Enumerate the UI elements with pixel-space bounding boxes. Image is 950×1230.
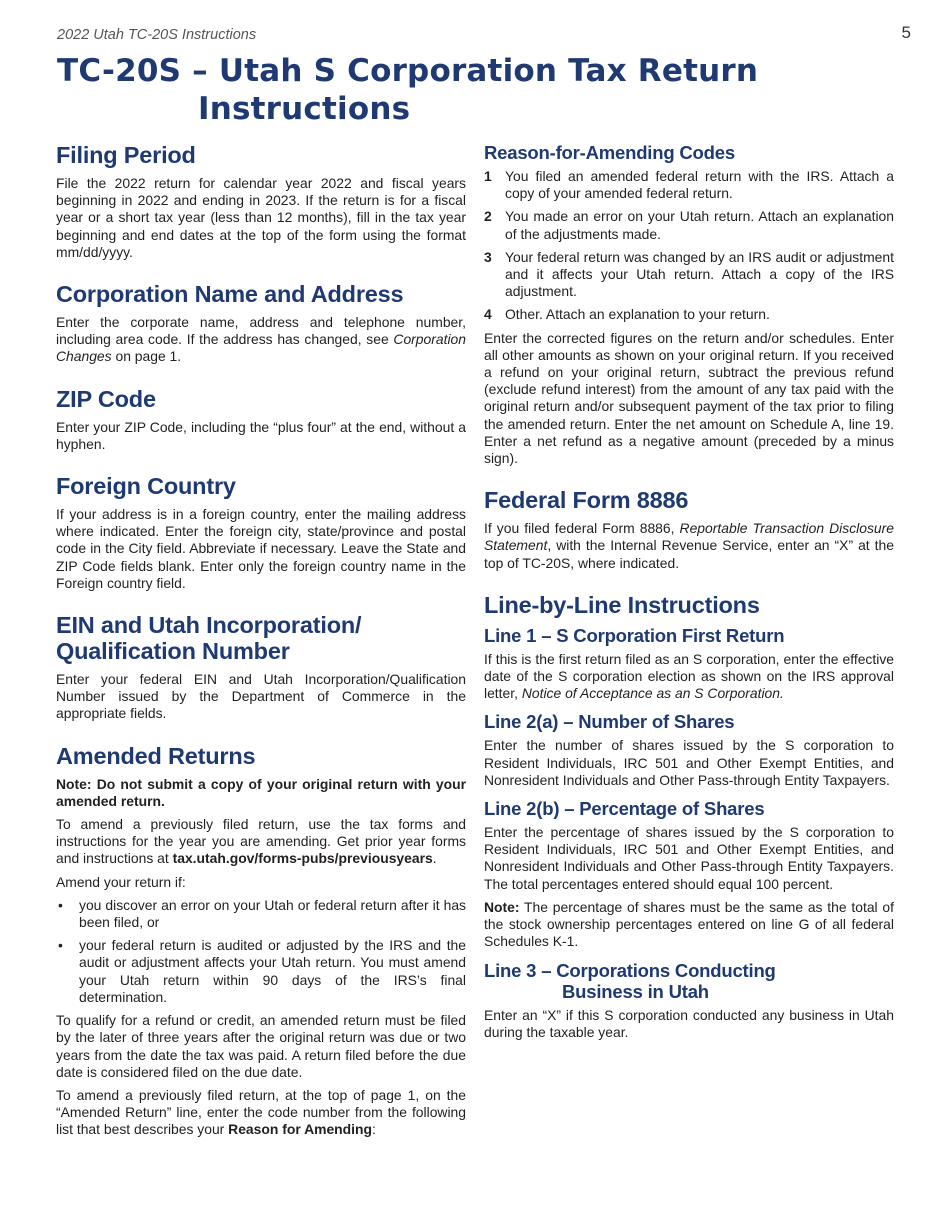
page-title	[57, 52, 897, 128]
heading-line-2a: Line 2(a) – Number of Shares	[484, 711, 735, 733]
previous-years-link[interactable]: tax.utah.gov/forms-pubs/previousyears	[172, 850, 433, 867]
list-item: • your federal return is audited or adjusted by the IRS and the audit or adjustment affects your Utah return. You must amend your Utah return within 90 days of the IRS’s final determination.	[56, 937, 466, 1006]
text-span: :	[371, 1121, 376, 1138]
form-8886-title: Reportable Transaction Disclosure Statement	[484, 520, 894, 554]
amend-reasons-list	[56, 897, 466, 1006]
code-description: Your federal return was changed by an IRS audit or adjustment and it affects your Utah return. Attach a copy of the IRS adjustment.	[505, 248, 894, 300]
heading-line-3	[484, 960, 894, 1002]
text-span: If you filed federal Form 8886,	[484, 520, 680, 537]
code-number: 3	[484, 248, 492, 265]
code-description: You filed an amended federal return with the IRS. Attach a copy of your amended federal return.	[505, 168, 894, 202]
heading-zip-code: ZIP Code	[56, 385, 156, 412]
section-zip-code	[56, 386, 466, 453]
reason-for-amending-bold: Reason for Amending	[228, 1121, 372, 1138]
zip-code-text: Enter your ZIP Code, including the “plus four” at the end, without a hyphen.	[56, 418, 466, 452]
amended-p2: Amend your return if:	[56, 873, 186, 890]
corporation-changes-ref: Corporation Changes	[56, 331, 466, 365]
text-span: If this is the first return filed as an S corporation, enter the effective date of the S corporation election as shown on the IRS approval letter,	[484, 650, 894, 702]
heading-line-1: Line 1 – S Corporation First Return	[484, 624, 785, 646]
amended-p4	[56, 1087, 466, 1139]
foreign-country-text: If your address is in a foreign country, enter the mailing address where indicated. Enter the foreign city, state/province and postal code in the City field. Abbreviate if necessary. Leave the State and ZIP Code fields blank. Enter only the foreign country name in the Foreign country field.	[56, 506, 466, 591]
form-8886-text	[484, 520, 894, 572]
line-2a-text: Enter the number of shares issued by the S corporation to Resident Individuals, IRC 501 and Other Exempt Entities, and Nonresident Individuals and Other Pass-through Entity Taxpayers.	[484, 737, 894, 788]
text-span: To amend a previously filed return, use the tax forms and instructions for the year you are amending. Get prior year forms and instructions at	[56, 816, 466, 867]
line-1-text	[484, 651, 894, 703]
section-foreign-country	[56, 473, 466, 592]
text-span: The percentage of shares must be the same as the total of the stock ownership percentages entered on line G of all federal Schedules K-1.	[484, 898, 894, 950]
filing-period-text: File the 2022 return for calendar year 2022 and fiscal years beginning in 2022 and ending in 2023. If the return is for a fiscal year or a short tax year (less than 12 months), fill in the tax year beginning and end dates at the top of the form using the format mm/dd/yyyy.	[56, 175, 466, 260]
page-number: 5	[901, 23, 911, 42]
heading-line-by-line: Line-by-Line Instructions	[484, 591, 760, 618]
section-line-by-line	[484, 592, 894, 1041]
list-item	[484, 306, 894, 323]
heading-line-2b: Line 2(b) – Percentage of Shares	[484, 798, 765, 820]
heading-filing-period: Filing Period	[56, 142, 196, 168]
ein-text: Enter your federal EIN and Utah Incorporation/Qualification Number issued by the Department of Commerce in the appropriate fields.	[56, 671, 466, 722]
note-label: Note:	[484, 898, 520, 915]
code-description: You made an error on your Utah return. Attach an explanation of the adjustments made.	[505, 208, 894, 242]
title-line-2: Instructions	[198, 91, 411, 127]
running-header: 2022 Utah TC-20S Instructions	[57, 27, 257, 43]
section-ein	[56, 612, 466, 723]
text-span: To amend a previously filed return, at the top of page 1, on the “Amended Return” line, enter the code number from the following list that best describes your	[56, 1086, 466, 1138]
code-number: 4	[484, 306, 492, 323]
section-amended-returns	[56, 743, 466, 1139]
section-corporation-name	[56, 281, 466, 366]
amended-p1	[56, 816, 466, 868]
text-span: .	[432, 850, 437, 867]
heading-line-3-part-b: Business in Utah	[562, 980, 709, 1002]
heading-form-8886: Federal Form 8886	[484, 487, 689, 514]
notice-of-acceptance: Notice of Acceptance as an S Corporation.	[521, 685, 784, 702]
amended-p3: To qualify for a refund or credit, an amended return must be filed by the later of three years after the original return was due or two years from the date the tax was paid. A return filed before the due date is considered filed on the due date.	[56, 1012, 466, 1080]
code-number: 2	[484, 208, 492, 225]
code-number: 1	[484, 168, 492, 184]
list-item	[484, 208, 894, 242]
heading-ein	[56, 612, 466, 664]
code-description: Other. Attach an explanation to your return.	[505, 306, 770, 323]
list-item: • you discover an error on your Utah or federal return after it has been filed, or	[56, 897, 466, 931]
section-amending-codes	[484, 142, 894, 467]
section-form-8886	[484, 487, 894, 572]
amending-codes-after: Enter the corrected figures on the return and/or schedules. Enter all other amounts as shown on your original return. If you received a refund on your original return, subtract the previous refund (exclude refund interest) from the amount of any tax paid with the original return and/or subsequent payment of the tax prior to filing the amended return. Enter the net amount on Schedule A, line 19. Enter a net refund as a negative amount (preceded by a minus sign).	[484, 329, 894, 467]
text-span: , with the Internal Revenue Service, enter an “X” at the top of TC-20S, where indicated.	[484, 537, 894, 571]
title-line-1: TC-20S – Utah S Corporation Tax Return	[57, 53, 759, 89]
amending-codes-list	[484, 168, 894, 324]
amended-note: Note: Do not submit a copy of your original return with your amended return.	[56, 775, 466, 809]
heading-ein-line-1: EIN and Utah Incorporation/	[56, 612, 362, 639]
left-column	[56, 142, 466, 1139]
line-2b-text: Enter the percentage of shares issued by the S corporation to Resident Individuals, IRC 501 and Other Exempt Entities, and Nonresident Individuals and Other Pass-through Entity Taxpayers. The total percentages entered should equal 100 percent.	[484, 824, 894, 892]
list-item	[484, 249, 894, 301]
right-column	[484, 142, 894, 1041]
heading-amending-codes: Reason-for-Amending Codes	[484, 142, 735, 163]
text-span: on page 1.	[111, 348, 182, 365]
heading-amended-returns: Amended Returns	[56, 742, 256, 769]
heading-line-3-part-a: Line 3 – Corporations Conducting	[484, 959, 776, 981]
section-filing-period	[56, 142, 466, 261]
heading-foreign-country: Foreign Country	[56, 473, 236, 500]
heading-ein-line-2: Qualification Number	[56, 638, 290, 665]
list-item	[484, 168, 894, 202]
line-2b-note	[484, 899, 894, 951]
corporation-name-text	[56, 314, 466, 366]
line-3-text: Enter an “X” if this S corporation conducted any business in Utah during the taxable year.	[484, 1006, 894, 1040]
text-span: Enter the corporate name, address and telephone number, including area code. If the address has changed, see	[56, 314, 466, 348]
heading-corporation-name: Corporation Name and Address	[56, 281, 404, 308]
